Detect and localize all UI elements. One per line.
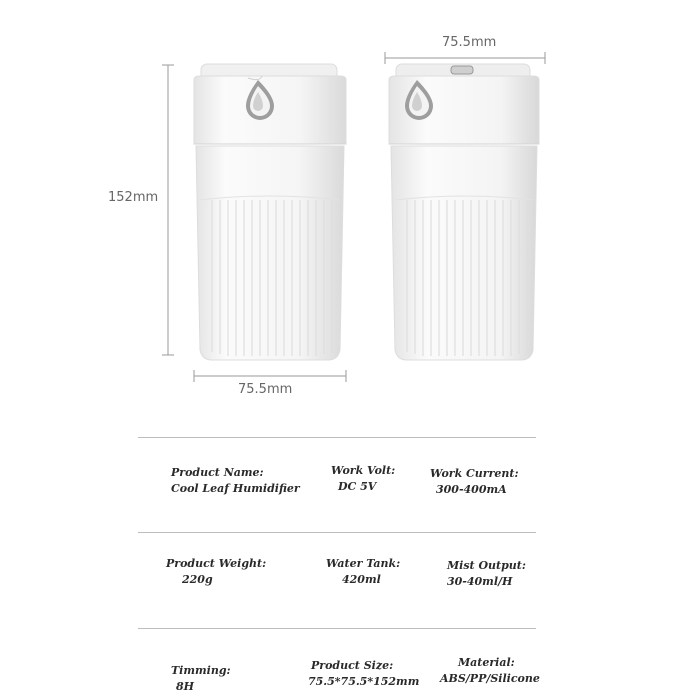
spec-value-product-name: Cool Leaf Humidifier (171, 482, 300, 495)
spec-value-work-volt: DC 5V (338, 480, 377, 493)
spec-label-work-volt: Work Volt: (331, 464, 396, 477)
spec-value-product-size: 75.5*75.5*152mm (308, 675, 420, 688)
width-top-label: 75.5mm (442, 35, 497, 50)
spec-value-timing: 8H (176, 680, 195, 693)
spec-label-timing: Timming: (171, 664, 231, 677)
spec-label-water-tank: Water Tank: (326, 557, 401, 570)
width-bottom-label: 75.5mm (238, 382, 293, 397)
humidifier-front (190, 60, 350, 370)
spec-label-product-name: Product Name: (171, 466, 264, 479)
spec-label-product-size: Product Size: (311, 659, 394, 672)
height-label: 152mm (108, 190, 159, 205)
spec-label-mist-output: Mist Output: (447, 559, 526, 572)
divider (138, 532, 536, 533)
humidifier-angled (385, 60, 545, 370)
spec-label-material: Material: (458, 656, 515, 669)
spec-label-product-weight: Product Weight: (166, 557, 267, 570)
divider (138, 437, 536, 438)
spec-value-water-tank: 420ml (342, 573, 381, 586)
spec-value-product-weight: 220g (182, 573, 213, 586)
divider (138, 628, 536, 629)
spec-value-work-current: 300-400mA (436, 483, 507, 496)
spec-label-work-current: Work Current: (430, 467, 519, 480)
spec-value-mist-output: 30-40ml/H (447, 575, 513, 588)
spec-value-material: ABS/PP/Silicone (440, 672, 540, 685)
